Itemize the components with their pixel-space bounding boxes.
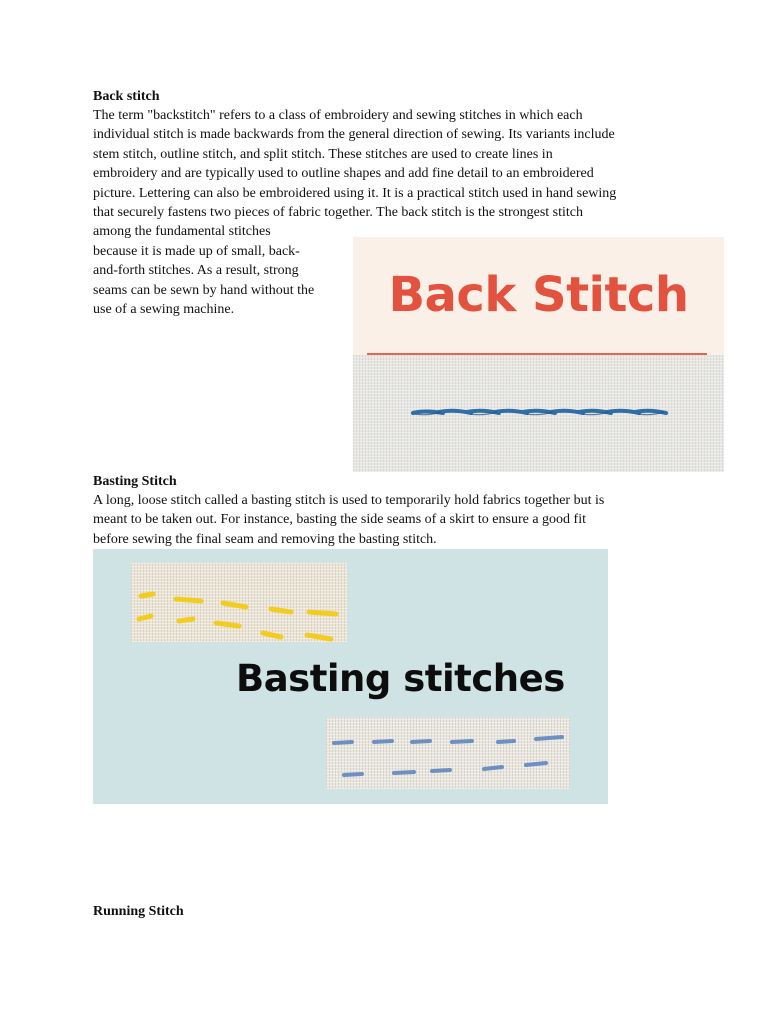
back-stitch-image <box>353 237 724 472</box>
text-line: The term "backstitch" refers to a class of embroidery and sewing stitches in which each <box>93 108 583 123</box>
back-stitch-image-title: Back Stitch <box>388 267 689 323</box>
blue-basting-thread <box>326 717 570 789</box>
yellow-stitch-swatch <box>131 563 347 642</box>
text-line: individual stitch is made backwards from the general direction of sewing. Its variants include <box>93 127 615 143</box>
text-line: embroidery and are typically used to outline shapes and add fine detail to an embroidered <box>93 166 594 182</box>
text-line: A long, loose stitch called a basting stitch is used to temporarily hold fabrics together but is <box>93 493 605 508</box>
basting-stitch-image-title: Basting stitches <box>236 657 565 700</box>
yellow-basting-thread <box>131 563 347 642</box>
paragraph-basting-stitch <box>93 491 604 549</box>
text-line: picture. Lettering can also be embroidered using it. It is a practical stitch used in hand sewing <box>93 185 617 201</box>
back-stitch-thread <box>353 355 724 472</box>
text-line: among the fundamental stitches <box>93 224 271 240</box>
text-line: and-forth stitches. As a result, strong <box>93 263 299 279</box>
text-line: meant to be taken out. For instance, basting the side seams of a skirt to ensure a good fit <box>93 512 586 528</box>
text-line: because it is made up of small, back- <box>93 243 300 259</box>
basting-stitch-image <box>93 549 608 804</box>
heading-basting-stitch: Basting Stitch <box>93 474 177 489</box>
text-line: that securely fastens two pieces of fabric together. The back stitch is the strongest stitch <box>93 205 583 221</box>
text-line: seams can be sewn by hand without the <box>93 282 315 298</box>
heading-back-stitch: Back stitch <box>93 89 160 104</box>
back-stitch-fabric <box>353 355 724 472</box>
text-line: before sewing the final seam and removing the basting stitch. <box>93 531 437 547</box>
text-line: use of a sewing machine. <box>93 302 235 318</box>
heading-running-stitch: Running Stitch <box>93 904 184 919</box>
blue-stitch-swatch <box>326 717 570 789</box>
text-line: stem stitch, outline stitch, and split stitch. These stitches are used to create lines in <box>93 146 553 162</box>
